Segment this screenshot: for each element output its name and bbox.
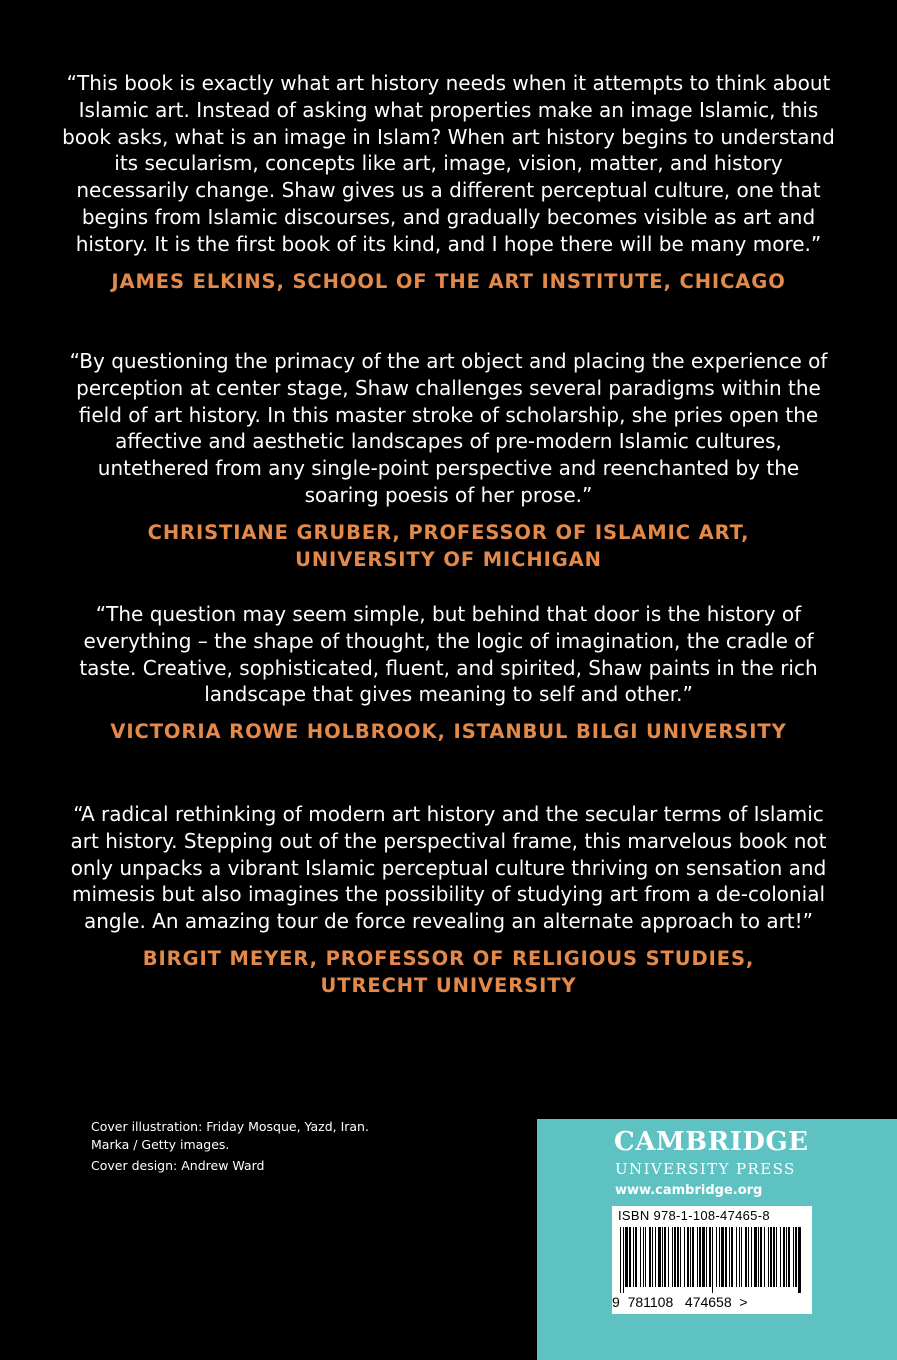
barcode-bar: [788, 1227, 790, 1287]
barcode-bar: [795, 1227, 797, 1287]
review-quote: “A radical rethinking of modern art history and the secular terms of Islamic art history. Stepping out of the perspectival frame, this marvelous book not only unpacks a vibrant Islamic perceptual culture thriving on sensation and mimesis but also imagines the possibility of studying art from a de-colonial angle. An amazing tour de force revealing an alternate approach to art!”: [70, 802, 827, 934]
barcode-bar: [623, 1227, 624, 1293]
barcode-bar: [729, 1227, 730, 1287]
barcode-bar: [786, 1227, 787, 1287]
barcode-bar: [798, 1227, 801, 1293]
barcode-bar: [751, 1227, 752, 1287]
barcode-bar: [629, 1227, 631, 1287]
attribution-line: UNIVERSITY OF MICHIGAN: [295, 547, 602, 571]
barcode-bar: [662, 1227, 663, 1287]
barcode-bar: [652, 1227, 653, 1287]
review-4: [60, 801, 837, 999]
barcode-bar: [672, 1227, 673, 1287]
barcode-bars: [616, 1227, 808, 1293]
barcode-bar: [768, 1227, 769, 1287]
barcode-bar: [635, 1227, 637, 1287]
review-quote: “This book is exactly what art history needs when it attempts to think about Islamic art. Instead of asking what properties make an image Islamic, this book asks, what is an image in Islam? When art history begins to understand its secularism, concepts like art, image, vision, matter, and history necessarily change. Shaw gives us a different perceptual culture, one that begins from Islamic discourses, and gradually becomes visible as art and history. It is the first book of its kind, and I hope there will be many more.”: [62, 71, 835, 256]
publisher-subtitle: UNIVERSITY PRESS: [615, 1160, 796, 1178]
review-quote: “The question may seem simple, but behind that door is the history of everything – the shape of thought, the logic of imagination, the cradle of taste. Creative, sophisticated, fluent, and spirited, Shaw paints in the rich landscape that gives meaning to self and other.”: [79, 602, 818, 707]
barcode-bar: [739, 1227, 740, 1287]
publisher-url: www.cambridge.org: [615, 1183, 763, 1198]
attribution-line: BIRGIT MEYER, PROFESSOR OF RELIGIOUS STUDIES,: [142, 946, 755, 970]
barcode-bar: [664, 1227, 666, 1287]
publisher-panel: [537, 1119, 897, 1360]
barcode-bar: [712, 1227, 713, 1293]
attribution-line: VICTORIA ROWE HOLBROOK, ISTANBUL BILGI UNIVERSITY: [110, 720, 787, 744]
barcode-bar: [776, 1227, 777, 1287]
barcode-bar: [780, 1227, 781, 1287]
barcode-bar: [741, 1227, 742, 1287]
illustration-credit: Marka / Getty images.: [91, 1137, 230, 1152]
barcode-bar: [754, 1227, 757, 1287]
review-1: [60, 70, 837, 295]
attribution-line: UTRECHT UNIVERSITY: [320, 973, 577, 997]
publisher-logo: CAMBRIDGE: [614, 1127, 809, 1157]
barcode-bar: [793, 1227, 794, 1287]
barcode-bar: [687, 1227, 689, 1287]
barcode-bar: [677, 1227, 679, 1287]
barcode-bar: [643, 1227, 644, 1287]
barcode-bar: [764, 1227, 765, 1287]
design-credit: Cover design: Andrew Ward: [91, 1158, 265, 1173]
barcode-bar: [773, 1227, 775, 1287]
review-quote: “By questioning the primacy of the art object and placing the experience of perception at center stage, Shaw challenges several paradigms within the field of art history. In this master stroke of scholarship, she pries open the affective and aesthetic landscapes of pre-modern Islamic cultures, untethered from any single-point perspective and reenchanted by the soaring poesis of her prose.”: [69, 349, 828, 507]
barcode-bar: [745, 1227, 747, 1287]
barcode-bar: [620, 1227, 621, 1293]
barcode-bar: [633, 1227, 634, 1287]
barcode-bar: [690, 1227, 691, 1287]
review-attribution: [60, 718, 837, 745]
barcode-bar: [702, 1227, 705, 1287]
review-attribution: [60, 268, 837, 295]
barcode-bar: [658, 1227, 661, 1287]
barcode-bar: [680, 1227, 681, 1287]
review-attribution: [60, 519, 837, 573]
barcode-bar: [674, 1227, 676, 1287]
barcode-bar: [719, 1227, 720, 1287]
barcode-bar: [731, 1227, 733, 1287]
isbn-barcode: [612, 1206, 812, 1314]
illustration-credit: Cover illustration: Friday Mosque, Yazd, Iran.: [91, 1119, 369, 1134]
barcode-bar: [645, 1227, 646, 1287]
barcode-bar: [709, 1227, 711, 1287]
barcode-bar: [625, 1227, 628, 1287]
barcode-bar: [736, 1227, 737, 1287]
barcode-bar: [649, 1227, 651, 1287]
isbn-number: ISBN 978-1-108-47465-8: [618, 1208, 770, 1223]
attribution-line: JAMES ELKINS, SCHOOL OF THE ART INSTITUTE, CHICAGO: [111, 269, 786, 293]
barcode-bar: [748, 1227, 749, 1287]
barcode-bar: [758, 1227, 759, 1287]
barcode-bar: [655, 1227, 656, 1287]
attribution-line: CHRISTIANE GRUBER, PROFESSOR OF ISLAMIC ART,: [147, 520, 750, 544]
review-2: [60, 348, 837, 573]
barcode-bar: [783, 1227, 785, 1287]
barcode-bar: [716, 1227, 717, 1287]
review-3: [60, 601, 837, 745]
barcode-bar: [725, 1227, 727, 1287]
barcode-bar: [668, 1227, 669, 1287]
barcode-bar: [697, 1227, 698, 1287]
cover-credits: [91, 1118, 471, 1175]
barcode-bar: [706, 1227, 707, 1287]
barcode-bar: [760, 1227, 762, 1287]
barcode-bar: [699, 1227, 701, 1287]
barcode-bar: [692, 1227, 694, 1287]
barcode-bar: [721, 1227, 724, 1287]
barcode-bar: [684, 1227, 685, 1287]
barcode-digits: 9 781108 474658 >: [612, 1294, 748, 1310]
review-attribution: [60, 945, 837, 999]
barcode-bar: [770, 1227, 772, 1287]
barcode-bar: [640, 1227, 641, 1287]
